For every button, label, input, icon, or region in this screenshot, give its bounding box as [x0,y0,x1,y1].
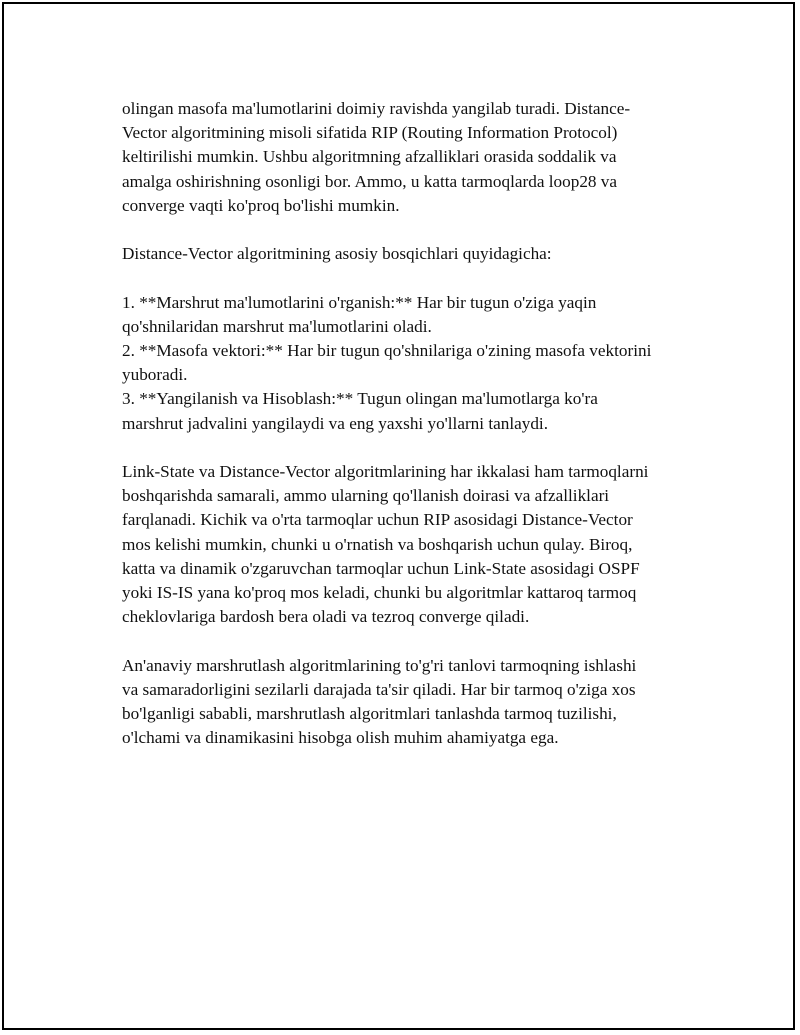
list-item-line: 3. **Yangilanish va Hisoblash:** Tugun olingan ma'lumotlarga ko'ra [122,389,598,409]
text-line: An'anaviy marshrutlash algoritmlarining to'g'ri tanlovi tarmoqning ishlashi [122,655,637,675]
paragraph-comparison [122,460,702,629]
text-line: olingan masofa ma'lumotlarini doimiy ravishda yangilab turadi. Distance- [122,99,631,118]
page-frame [2,2,795,1030]
text-line: keltirilishi mumkin. Ushbu algoritmning afzalliklari orasida soddalik va [122,147,617,167]
text-line: boshqarishda samarali, ammo ularning qo'llanish doirasi va afzalliklari [122,486,610,506]
paragraph-conclusion [122,654,702,751]
list-item-line: 2. **Masofa vektori:** Har bir tugun qo'shnilariga o'zining masofa vektorini [122,341,652,360]
text-line: o'lchami va dinamikasini hisobga olish muhim ahamiyatga ega. [122,728,559,748]
text-line: Distance-Vector algoritmining asosiy bosqichlari quyidagicha: [122,244,552,264]
text-line: amalga oshirishning osonligi bor. Ammo, u katta tarmoqlarda loop28 va [122,171,618,191]
text-line: farqlanadi. Kichik va o'rta tarmoqlar uchun RIP asosidagi Distance-Vector [122,510,633,530]
list-item-line: yuboradi. [122,365,188,385]
text-line: cheklovlariga bardosh bera oladi va tezroq converge qiladi. [122,607,530,627]
list-item-line: qo'shnilaridan marshrut ma'lumotlarini oladi. [122,316,432,336]
text-line: bo'lganligi sababli, marshrutlash algoritmlari tanlashda tarmoq tuzilishi, [122,704,617,724]
list-item-line: marshrut jadvalini yangilaydi va eng yaxshi yo'llarni tanlaydi. [122,413,548,433]
paragraph-steps-list [122,291,702,436]
paragraph-steps-heading [122,242,702,266]
text-line: yoki IS-IS yana ko'proq mos keladi, chunki bu algoritmlar kattaroq tarmoq [122,583,637,603]
text-line: Link-State va Distance-Vector algoritmlarining har ikkalasi ham tarmoqlarni [122,462,649,481]
text-line: Vector algoritmining misoli sifatida RIP (Routing Information Protocol) [122,123,618,143]
text-line: katta va dinamik o'zgaruvchan tarmoqlar uchun Link-State asosidagi OSPF [122,558,640,578]
list-item-line: 1. **Marshrut ma'lumotlarini o'rganish:** Har bir tugun o'ziga yaqin [122,292,597,312]
text-line: converge vaqti ko'proq bo'lishi mumkin. [122,195,400,215]
paragraph-distance-vector-intro [122,97,702,218]
text-line: va samaradorligini sezilarli darajada ta'sir qiladi. Har bir tarmoq o'ziga xos [122,679,636,699]
text-line: mos kelishi mumkin, chunki u o'rnatish va boshqarish uchun qulay. Biroq, [122,534,633,554]
document-body [122,97,702,775]
